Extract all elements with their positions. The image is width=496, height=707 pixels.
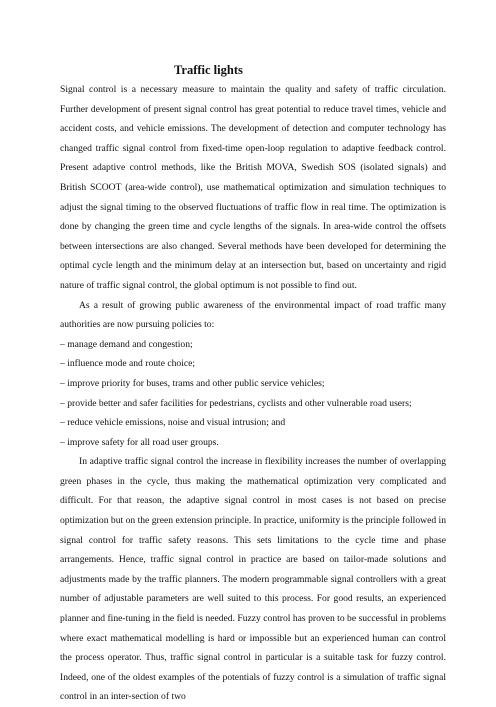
policy-item: – provide better and safer facilities for pedestrians, cyclists and other vulnerable road users; bbox=[60, 394, 446, 414]
paragraph-adaptive-control: In adaptive traffic signal control the increase in flexibility increases the number of overlapping green phases in the cycle, thus making the mathematical optimization very complicated and difficult. For that reason, the adaptive signal control in most cases is not based on precise optimization but on the green extension principle. In practice, uniformity is the principle followed in signal control for traffic safety reasons. This sets limitations to the cycle time and phase arrangements. Hence, traffic signal control in practice are based on tailor-made solutions and adjustments made by the traffic planners. The modern programmable signal controllers with a great number of adjustable parameters are well suited to this process. For good results, an experienced planner and fine-tuning in the field is needed. Fuzzy control has proven to be successful in problems where exact mathematical modelling is hard or impossible but an experienced human can control the process operator. Thus, traffic signal control in particular is a suitable task for fuzzy control. Indeed, one of the oldest examples of the potentials of fuzzy control is a simulation of traffic signal control in an inter-section of two bbox=[60, 456, 446, 703]
policy-item: – influence mode and route choice; bbox=[60, 354, 446, 374]
document-page bbox=[60, 62, 446, 707]
paragraph-signal-control: Signal control is a necessary measure to maintain the quality and safety of traffic circulation. Further development of present signal control has great potential to reduce travel times, vehicle and accident costs, and vehicle emissions. The development of detection and computer technology has changed traffic signal control from fixed-time open-loop regulation to adaptive feedback control. Present adaptive control methods, like the British MOVA, Swedish SOS (isolated signals) and British SCOOT (area-wide control), use mathematical optimization and simulation techniques to adjust the signal timing to the observed fluctuations of traffic flow in real time. The optimization is done by changing the green time and cycle lengths of the signals. In area-wide control the offsets between intersections are also changed. Several methods have been developed for determining the optimal cycle length and the minimum delay at an intersection but, based on uncertainty and rigid nature of traffic signal control, the global optimum is not possible to find out. bbox=[60, 84, 446, 291]
policy-item: – reduce vehicle emissions, noise and visual intrusion; and bbox=[60, 413, 446, 433]
paragraph-policies-intro: As a result of growing public awareness of the environmental impact of road traffic many authorities are now pursuing policies to: bbox=[60, 299, 446, 331]
policy-list bbox=[60, 335, 446, 453]
document-title: Traffic lights bbox=[174, 63, 243, 77]
policy-item: – manage demand and congestion; bbox=[60, 335, 446, 355]
policy-item: – improve priority for buses, trams and other public service vehicles; bbox=[60, 374, 446, 394]
policy-item: – improve safety for all road user groups. bbox=[60, 433, 446, 453]
